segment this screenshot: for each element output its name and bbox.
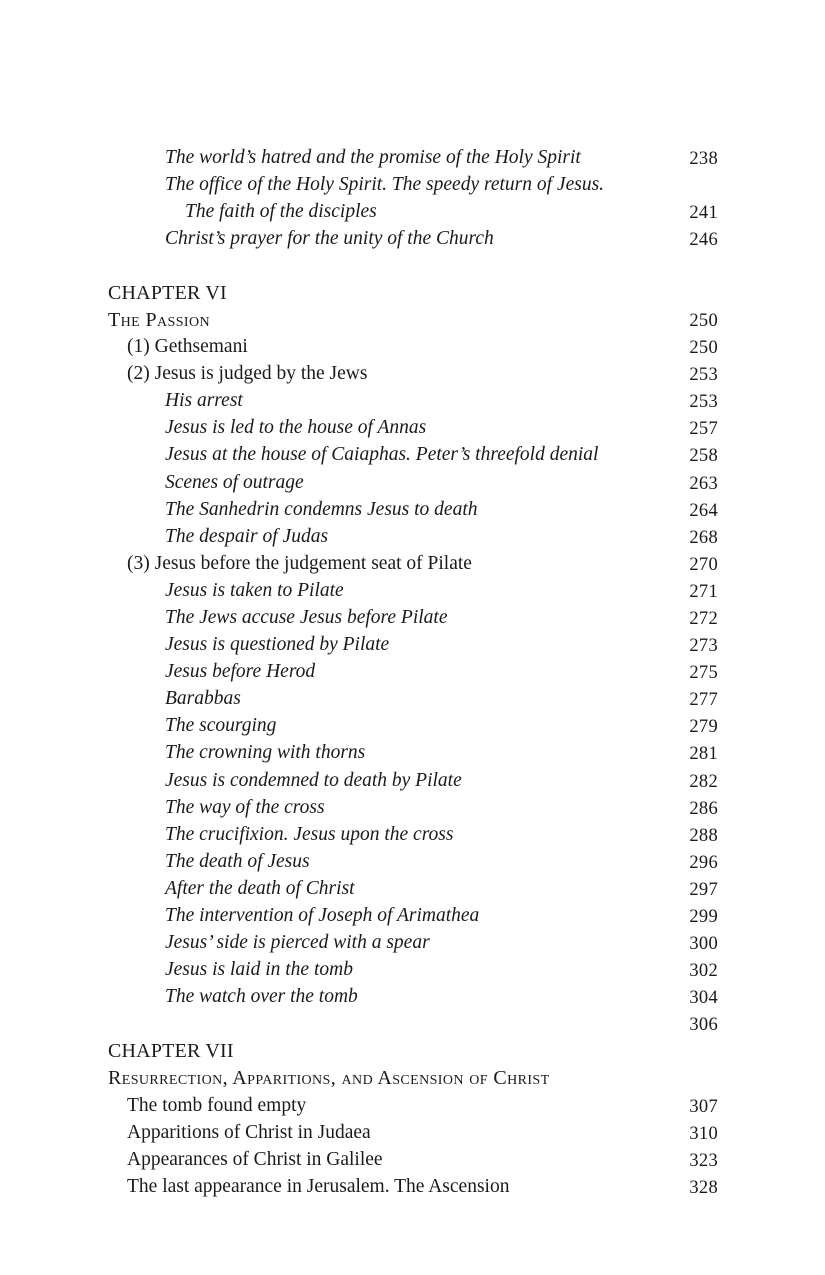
toc-section-page: 307 xyxy=(689,1097,718,1117)
toc-entry-page: 286 xyxy=(689,799,718,819)
toc-entry-page: 275 xyxy=(689,663,718,683)
toc-entry-title: The despair of Judas xyxy=(165,526,329,547)
toc-section-page: 250 xyxy=(689,338,718,358)
toc-entry-page: 297 xyxy=(689,880,718,900)
toc-entry-title: The way of the cross xyxy=(165,797,325,818)
toc-entry-title: The crucifixion. Jesus upon the cross xyxy=(165,824,454,845)
chapter-title: Resurrection, Apparitions, and Ascension of Christ xyxy=(108,1067,550,1089)
toc-entry-page: 296 xyxy=(689,853,718,873)
toc-entry-title: Barabbas xyxy=(165,688,241,709)
chapter-heading: CHAPTER VI xyxy=(108,282,227,304)
toc-entry-title: The office of the Holy Spirit. The speedy return of Jesus. xyxy=(165,174,605,195)
toc-entry-title: The Jews accuse Jesus before Pilate xyxy=(165,607,448,628)
toc-entry-title: Jesus before Herod xyxy=(165,661,316,682)
toc-entry-page: 304 xyxy=(689,988,718,1008)
toc-section-title: (3) Jesus before the judgement seat of Pilate xyxy=(127,553,472,574)
toc-section-title: (2) Jesus is judged by the Jews xyxy=(127,363,368,384)
toc-section-title: The tomb found empty xyxy=(127,1095,307,1116)
toc-entry-page: 271 xyxy=(689,582,718,602)
toc-entry-title: Jesus is laid in the tomb xyxy=(165,959,353,980)
toc-entry-title: After the death of Christ xyxy=(165,878,355,899)
toc-entry-title: Jesus is led to the house of Annas xyxy=(165,417,427,438)
toc-entry-title: Christ’s prayer for the unity of the Church xyxy=(165,228,494,249)
toc-entry-title: His arrest xyxy=(165,390,243,411)
toc-entry-page: 302 xyxy=(689,961,718,981)
toc-section-page: 270 xyxy=(689,555,718,575)
toc-section-title: Appearances of Christ in Galilee xyxy=(127,1149,383,1170)
toc-entry-page: 246 xyxy=(689,230,718,250)
toc-entry-title: The intervention of Joseph of Arimathea xyxy=(165,905,480,926)
toc-entry-title: Jesus is condemned to death by Pilate xyxy=(165,770,462,791)
toc-entry-title: Jesus is questioned by Pilate xyxy=(165,634,390,655)
toc-section-page: 323 xyxy=(689,1151,718,1171)
toc-section-title: The last appearance in Jerusalem. The Ascension xyxy=(127,1176,510,1197)
toc-entry-title: The death of Jesus xyxy=(165,851,310,872)
toc-entry-title: Jesus is taken to Pilate xyxy=(165,580,344,601)
toc-section-page: 310 xyxy=(689,1124,718,1144)
toc-section-page: 253 xyxy=(689,365,718,385)
toc-entry-page: 257 xyxy=(689,419,718,439)
chapter-heading: CHAPTER VII xyxy=(108,1040,234,1062)
toc-entry-page: 268 xyxy=(689,528,718,548)
toc-section-page: 328 xyxy=(689,1178,718,1198)
toc-entry-page: 279 xyxy=(689,717,718,737)
toc-entry-page: 258 xyxy=(689,446,718,466)
toc-section-title: (1) Gethsemani xyxy=(127,336,248,357)
chapter-title: The Passion xyxy=(108,309,210,331)
toc-entry-page: 263 xyxy=(689,474,718,494)
toc-entry-page: 253 xyxy=(689,392,718,412)
toc-entry-page: 288 xyxy=(689,826,718,846)
toc-entry-page: 272 xyxy=(689,609,718,629)
toc-entry-page: 273 xyxy=(689,636,718,656)
toc-entry-page: 281 xyxy=(689,744,718,764)
toc-entry-page: 241 xyxy=(689,203,718,223)
toc-entry-page: 238 xyxy=(689,149,718,169)
toc-entry-title: The crowning with thorns xyxy=(165,742,366,763)
toc-entry-title: Scenes of outrage xyxy=(165,472,304,493)
toc-entry-title: The scourging xyxy=(165,715,277,736)
toc-entry-page: 300 xyxy=(689,934,718,954)
toc-trailing-page: 306 xyxy=(689,1015,718,1035)
toc-section-title: Apparitions of Christ in Judaea xyxy=(127,1122,371,1143)
toc-entry-title: The watch over the tomb xyxy=(165,986,358,1007)
toc-entry-page: 277 xyxy=(689,690,718,710)
toc-entry-page: 282 xyxy=(689,772,718,792)
toc-entry-title-continued: The faith of the disciples xyxy=(185,201,377,222)
toc-entry-title: Jesus at the house of Caiaphas. Peter’s threefold denial xyxy=(165,444,599,465)
toc-entry-title: Jesus’ side is pierced with a spear xyxy=(165,932,430,953)
toc-entry-title: The Sanhedrin condemns Jesus to death xyxy=(165,499,478,520)
chapter-page: 250 xyxy=(689,311,718,331)
toc-entry-page: 264 xyxy=(689,501,718,521)
toc-entry-title: The world’s hatred and the promise of the Holy Spirit xyxy=(165,147,581,168)
toc-entry-page: 299 xyxy=(689,907,718,927)
